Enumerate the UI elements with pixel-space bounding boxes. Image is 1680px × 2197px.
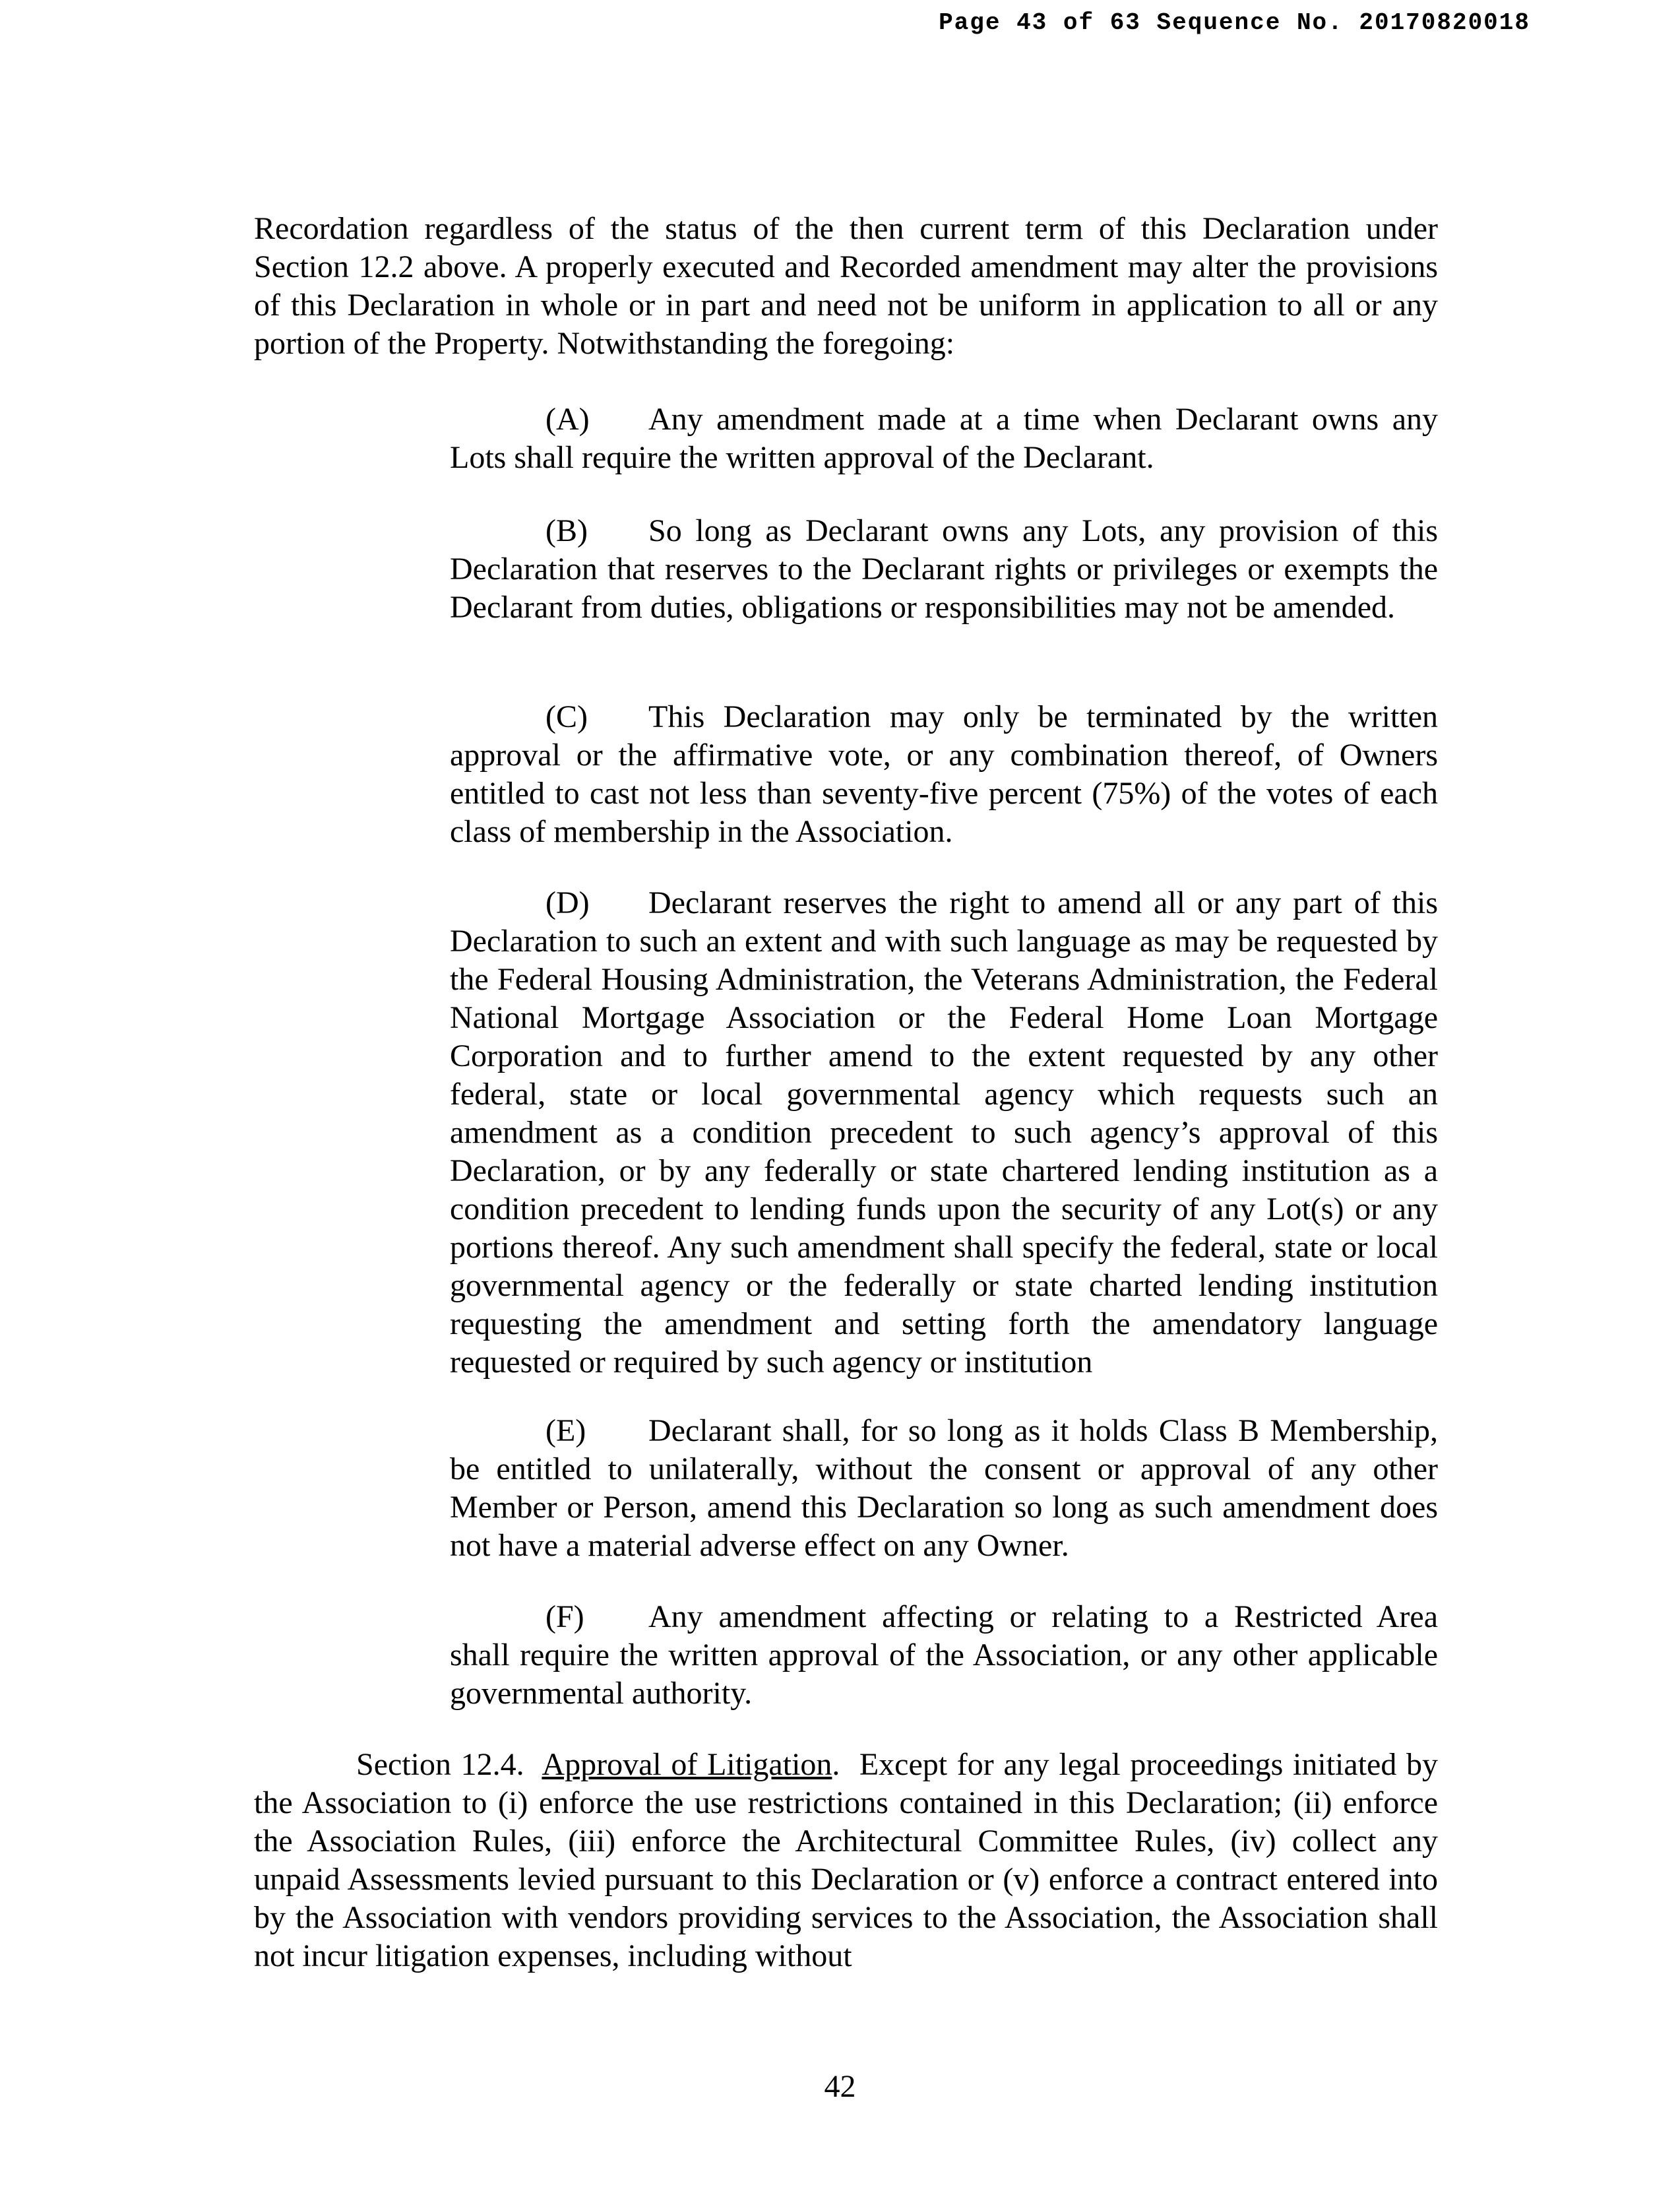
subsection-text: Any amendment affecting or relating to a Restricted Area shall require the written approval of the Association, or any other applicable governmental authority. [450, 1599, 1438, 1711]
subsection-f [450, 1598, 1438, 1713]
subsection-a [450, 400, 1438, 477]
subsection-text: This Declaration may only be terminated by the written approval or the affirmative vote, or any combination thereof, of Owners entitled to cast not less than seventy-five percent (75%) of the votes of each class of membership in the Association. [450, 699, 1438, 849]
section-title-suffix: . [832, 1747, 840, 1782]
subsection-label: (B) [545, 513, 588, 548]
subsection-label: (D) [545, 885, 590, 920]
section-12-4-paragraph [254, 1746, 1438, 1975]
page-number: 42 [824, 2069, 856, 2104]
section-body: Except for any legal proceedings initiated by the Association to (i) enforce the use restrictions contained in this Declaration; (ii) enforce the Association Rules, (iii) enforce the Architectural Committee Rules, (iv) collect any unpaid Assessments levied pursuant to this Declaration or (v) enforce a contract entered into by the Association with vendors providing services to the Association, the Association shall not incur litigation expenses, including without [254, 1747, 1439, 1973]
section-title: Approval of Litigation [542, 1747, 832, 1782]
subsection-label: (C) [545, 699, 588, 734]
subsection-label: (E) [545, 1413, 586, 1448]
section-number: Section 12.4. [356, 1747, 524, 1782]
subsection-c [450, 698, 1438, 851]
subsection-label: (A) [545, 402, 590, 437]
subsection-b [450, 512, 1438, 627]
intro-paragraph: Recordation regardless of the status of the then current term of this Declaration under Section 12.2 above. A properly executed and Recorded amendment may alter the provisions of this Declaration in whole or in part and need not be uniform in application to all or any portion of the Property. Notwithstanding the foregoing: [254, 211, 1438, 361]
subsection-text: Declarant reserves the right to amend all or any part of this Declaration to such an extent and with such language as may be requested by the Federal Housing Administration, the Veterans Administration, the Federal National Mortgage Association or the Federal Home Loan Mortgage Corporation and to further amend to the extent requested by any other federal, state or local governmental agency which requests such an amendment as a condition precedent to such agency’s approval of this Declaration, or by any federally or state chartered lending institution as a condition precedent to lending funds upon the security of any Lot(s) or any portions thereof. Any such amendment shall specify the federal, state or local governmental agency or the federally or state charted lending institution requesting the amendment and setting forth the amendatory language requested or required by such agency or institution [450, 885, 1438, 1380]
page-header: Page 43 of 63 Sequence No. 20170820018 [939, 9, 1530, 36]
subsection-text: So long as Declarant owns any Lots, any provision of this Declaration that reserves to the Declarant rights or privileges or exempts the Declarant from duties, obligations or responsibilities may not be amended. [450, 513, 1438, 625]
subsection-label: (F) [545, 1599, 584, 1634]
subsection-text: Any amendment made at a time when Declarant owns any Lots shall require the written approval of the Declarant. [450, 402, 1438, 475]
subsection-d [450, 884, 1438, 1382]
subsection-text: Declarant shall, for so long as it holds Class B Membership, be entitled to unilaterally, without the consent or approval of any other Member or Person, amend this Declaration so long as such amendment does not have a material adverse effect on any Owner. [450, 1413, 1438, 1563]
subsection-e [450, 1412, 1438, 1565]
